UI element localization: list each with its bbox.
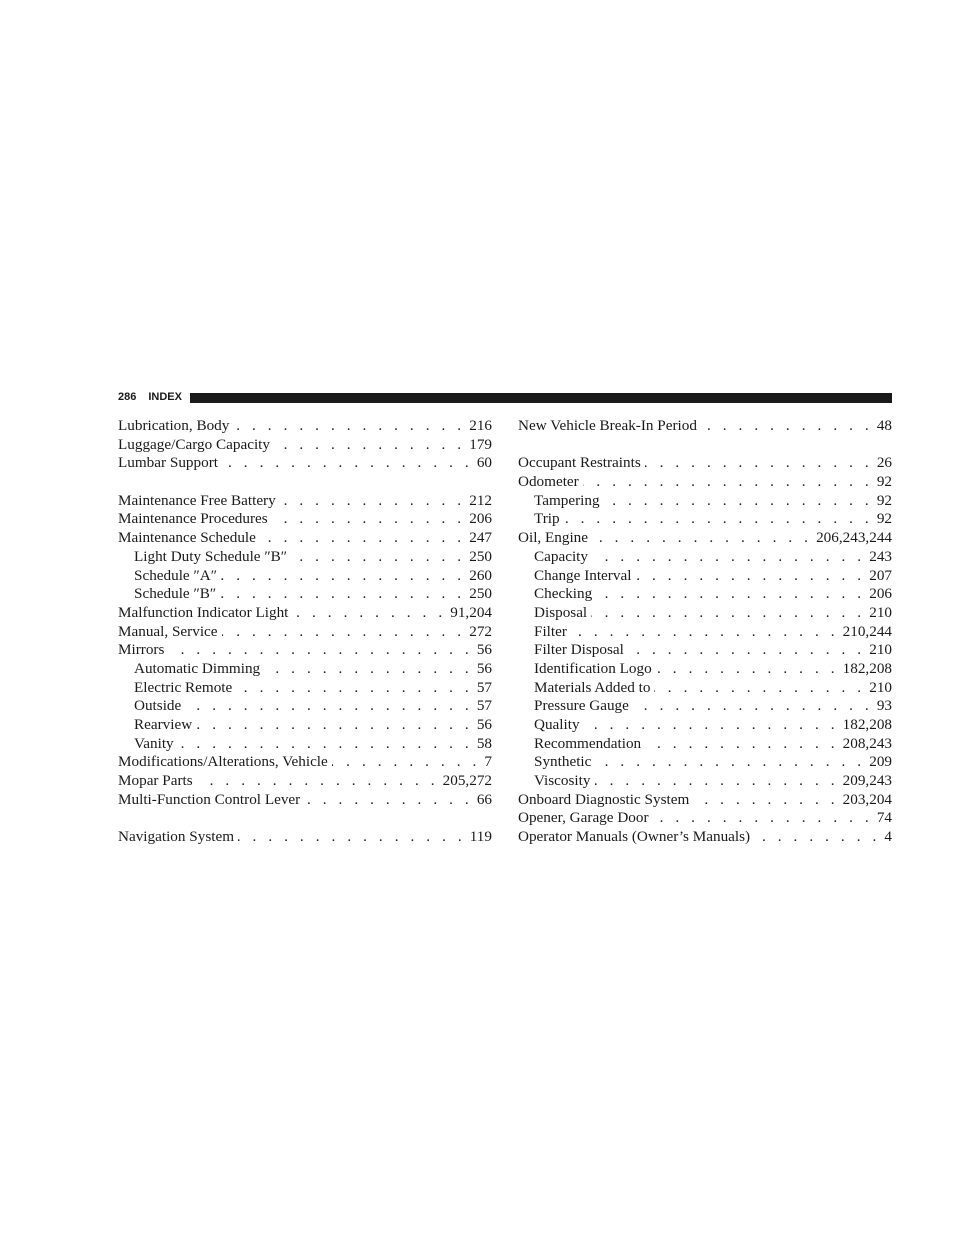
page-reference: 92 xyxy=(876,473,892,491)
index-entry xyxy=(118,454,492,473)
dot-leader xyxy=(645,735,839,754)
index-term: Onboard Diagnostic System xyxy=(518,790,690,808)
index-term: Maintenance Schedule xyxy=(118,529,256,547)
index-term: Identification Logo xyxy=(534,659,652,677)
index-term: Multi-Function Control Lever xyxy=(118,790,301,808)
dot-leader xyxy=(584,716,839,735)
index-subentry xyxy=(518,679,892,698)
dot-leader xyxy=(332,753,481,772)
index-term: Viscosity xyxy=(534,772,591,790)
index-subentry xyxy=(118,697,492,716)
index-term: Schedule ″B″ xyxy=(134,585,217,603)
index-term: Trip xyxy=(534,510,560,528)
dot-leader xyxy=(594,772,838,791)
page-reference: 243 xyxy=(869,547,892,565)
index-subentry xyxy=(118,735,492,754)
dot-leader xyxy=(633,697,873,716)
page-reference: 56 xyxy=(476,659,492,677)
page-reference: 206,243,244 xyxy=(816,529,892,547)
index-term: New Vehicle Break-In Period xyxy=(518,417,697,434)
index-entry xyxy=(118,772,492,791)
index-term: Occupant Restraints xyxy=(518,454,641,472)
index-subentry xyxy=(118,679,492,698)
index-subentry xyxy=(118,660,492,679)
dot-leader xyxy=(591,604,865,623)
index-subentry xyxy=(118,716,492,735)
index-term: Synthetic xyxy=(534,753,592,771)
dot-leader xyxy=(754,828,880,847)
index-term: Light Duty Schedule ″B″ xyxy=(134,547,288,565)
index-entry xyxy=(118,529,492,548)
index-subentry xyxy=(518,585,892,604)
page-reference: 182,208 xyxy=(842,659,892,677)
dot-leader xyxy=(233,417,465,436)
page-reference: 56 xyxy=(476,716,492,733)
index-column-left xyxy=(118,417,492,847)
index-term: Maintenance Free Battery xyxy=(118,491,276,509)
dot-leader xyxy=(604,492,873,511)
index-term: Change Interval xyxy=(534,566,632,584)
dot-leader xyxy=(222,623,466,642)
page-header xyxy=(118,391,892,404)
index-subentry xyxy=(518,697,892,716)
page-number: 286 xyxy=(118,391,137,403)
page-reference: 212 xyxy=(469,491,492,509)
index-subentry xyxy=(518,623,892,642)
index-subentry xyxy=(518,660,892,679)
index-entry xyxy=(518,529,892,548)
index-subentry xyxy=(518,716,892,735)
index-entry xyxy=(518,809,892,828)
index-term: Luggage/Cargo Capacity xyxy=(118,435,270,453)
dot-leader xyxy=(260,529,465,548)
dot-leader xyxy=(274,436,465,455)
dot-leader xyxy=(571,623,839,642)
page-reference: 58 xyxy=(476,734,492,752)
dot-leader xyxy=(596,585,865,604)
index-entry xyxy=(118,510,492,529)
dot-leader xyxy=(178,735,473,754)
header-rule xyxy=(190,393,892,403)
dot-leader xyxy=(701,417,873,436)
page-reference: 92 xyxy=(876,491,892,509)
page-reference: 210 xyxy=(869,641,892,659)
page-reference: 205,272 xyxy=(442,772,492,790)
dot-leader xyxy=(292,604,446,623)
index-term: Materials Added to xyxy=(534,678,651,696)
index-term: Filter xyxy=(534,622,567,640)
page-reference: 57 xyxy=(476,678,492,696)
dot-leader xyxy=(291,548,465,567)
index-term: Vanity xyxy=(134,734,174,752)
dot-leader xyxy=(221,567,465,586)
dot-leader xyxy=(628,641,865,660)
section-title: INDEX xyxy=(148,391,182,403)
dot-leader xyxy=(656,660,839,679)
dot-leader xyxy=(272,510,466,529)
index-subentry xyxy=(518,548,892,567)
index-entry xyxy=(118,753,492,772)
index-term: Tampering xyxy=(534,491,600,509)
index-term: Modifications/Alterations, Vehicle xyxy=(118,753,328,771)
page-reference: 92 xyxy=(876,510,892,528)
index-term: Outside xyxy=(134,697,182,715)
dot-leader xyxy=(693,791,838,810)
index-subentry xyxy=(518,604,892,623)
page-reference: 209 xyxy=(869,753,892,771)
page-reference: 7 xyxy=(484,753,492,771)
index-term: Schedule ″A″ xyxy=(134,566,218,584)
index-subentry xyxy=(518,641,892,660)
index-subentry xyxy=(518,510,892,529)
page-reference: 210,244 xyxy=(842,622,892,640)
index-entry xyxy=(518,417,892,436)
page-reference: 247 xyxy=(469,529,492,547)
index-term: Navigation System xyxy=(118,828,235,846)
page-reference: 210 xyxy=(869,603,892,621)
page-reference: 260 xyxy=(469,566,492,584)
page-reference: 203,204 xyxy=(842,790,892,808)
index-term: Mopar Parts xyxy=(118,772,193,790)
index-subentry xyxy=(518,492,892,511)
page-reference: 66 xyxy=(476,790,492,808)
page-reference: 206 xyxy=(469,510,492,528)
page-reference: 91,204 xyxy=(450,603,492,621)
dot-leader xyxy=(236,679,473,698)
index-term: Filter Disposal xyxy=(534,641,624,659)
index-term: Checking xyxy=(534,585,593,603)
index-column-right xyxy=(518,417,892,847)
page-reference: 216 xyxy=(469,417,492,434)
index-term: Odometer xyxy=(518,473,579,491)
page-reference: 4 xyxy=(884,828,892,846)
index-subentry xyxy=(118,567,492,586)
index-term: Oil, Engine xyxy=(518,529,589,547)
page-reference: 182,208 xyxy=(842,716,892,733)
index-entry xyxy=(118,641,492,660)
index-subentry xyxy=(118,585,492,604)
dot-leader xyxy=(645,454,873,473)
dot-leader xyxy=(653,809,873,828)
index-term: Recommendation xyxy=(534,734,642,752)
page-reference: 93 xyxy=(876,697,892,715)
page-reference: 206 xyxy=(869,585,892,603)
index-term: Electric Remote xyxy=(134,678,233,696)
index-entry xyxy=(118,492,492,511)
index-subentry xyxy=(518,567,892,586)
index-term: Automatic Dimming xyxy=(134,659,261,677)
page-reference: 179 xyxy=(469,435,492,453)
index-entry xyxy=(518,828,892,847)
index-term: Opener, Garage Door xyxy=(518,809,649,827)
page-reference: 60 xyxy=(476,454,492,472)
dot-leader xyxy=(264,660,473,679)
dot-leader xyxy=(592,529,812,548)
index-entry xyxy=(118,828,492,847)
index-subentry xyxy=(518,772,892,791)
page-reference: 208,243 xyxy=(842,734,892,752)
index-subentry xyxy=(518,735,892,754)
dot-leader xyxy=(592,548,865,567)
page-reference: 207 xyxy=(869,566,892,584)
index-term: Lubrication, Body xyxy=(118,417,230,434)
page-reference: 119 xyxy=(469,828,492,846)
dot-leader xyxy=(238,828,466,847)
page-reference: 250 xyxy=(469,585,492,603)
index-entry xyxy=(518,454,892,473)
index-term: Lumbar Support xyxy=(118,454,218,472)
page-reference: 56 xyxy=(476,641,492,659)
index-term: Mirrors xyxy=(118,641,165,659)
dot-leader xyxy=(583,473,873,492)
index-entry xyxy=(118,604,492,623)
dot-leader xyxy=(595,753,865,772)
page-reference: 210 xyxy=(869,678,892,696)
index-entry xyxy=(118,417,492,436)
dot-leader xyxy=(280,492,466,511)
index-term: Disposal xyxy=(534,603,588,621)
dot-leader xyxy=(168,641,472,660)
page-reference: 74 xyxy=(876,809,892,827)
dot-leader xyxy=(185,697,473,716)
index-term: Malfunction Indicator Light xyxy=(118,603,289,621)
index-term: Maintenance Procedures xyxy=(118,510,268,528)
page-reference: 209,243 xyxy=(842,772,892,790)
page-reference: 57 xyxy=(476,697,492,715)
index-entry xyxy=(518,791,892,810)
index-term: Capacity xyxy=(534,547,588,565)
dot-leader xyxy=(635,567,865,586)
index-term: Operator Manuals (Owner’s Manuals) xyxy=(518,828,751,846)
index-term: Quality xyxy=(534,716,580,733)
index-term: Manual, Service xyxy=(118,622,218,640)
page-reference: 26 xyxy=(876,454,892,472)
index-term: Pressure Gauge xyxy=(534,697,629,715)
index-entry xyxy=(118,791,492,810)
dot-leader xyxy=(222,454,473,473)
page-reference: 250 xyxy=(469,547,492,565)
index-subentry xyxy=(518,753,892,772)
dot-leader xyxy=(196,716,473,735)
index-entry xyxy=(118,623,492,642)
dot-leader xyxy=(197,772,439,791)
page-reference: 272 xyxy=(469,622,492,640)
index-term: Rearview xyxy=(134,716,193,733)
index-entry xyxy=(118,436,492,455)
dot-leader xyxy=(220,585,465,604)
dot-leader xyxy=(304,791,473,810)
dot-leader xyxy=(564,510,873,529)
dot-leader xyxy=(654,679,865,698)
index-subentry xyxy=(118,548,492,567)
page-reference: 48 xyxy=(876,417,892,434)
index-entry xyxy=(518,473,892,492)
